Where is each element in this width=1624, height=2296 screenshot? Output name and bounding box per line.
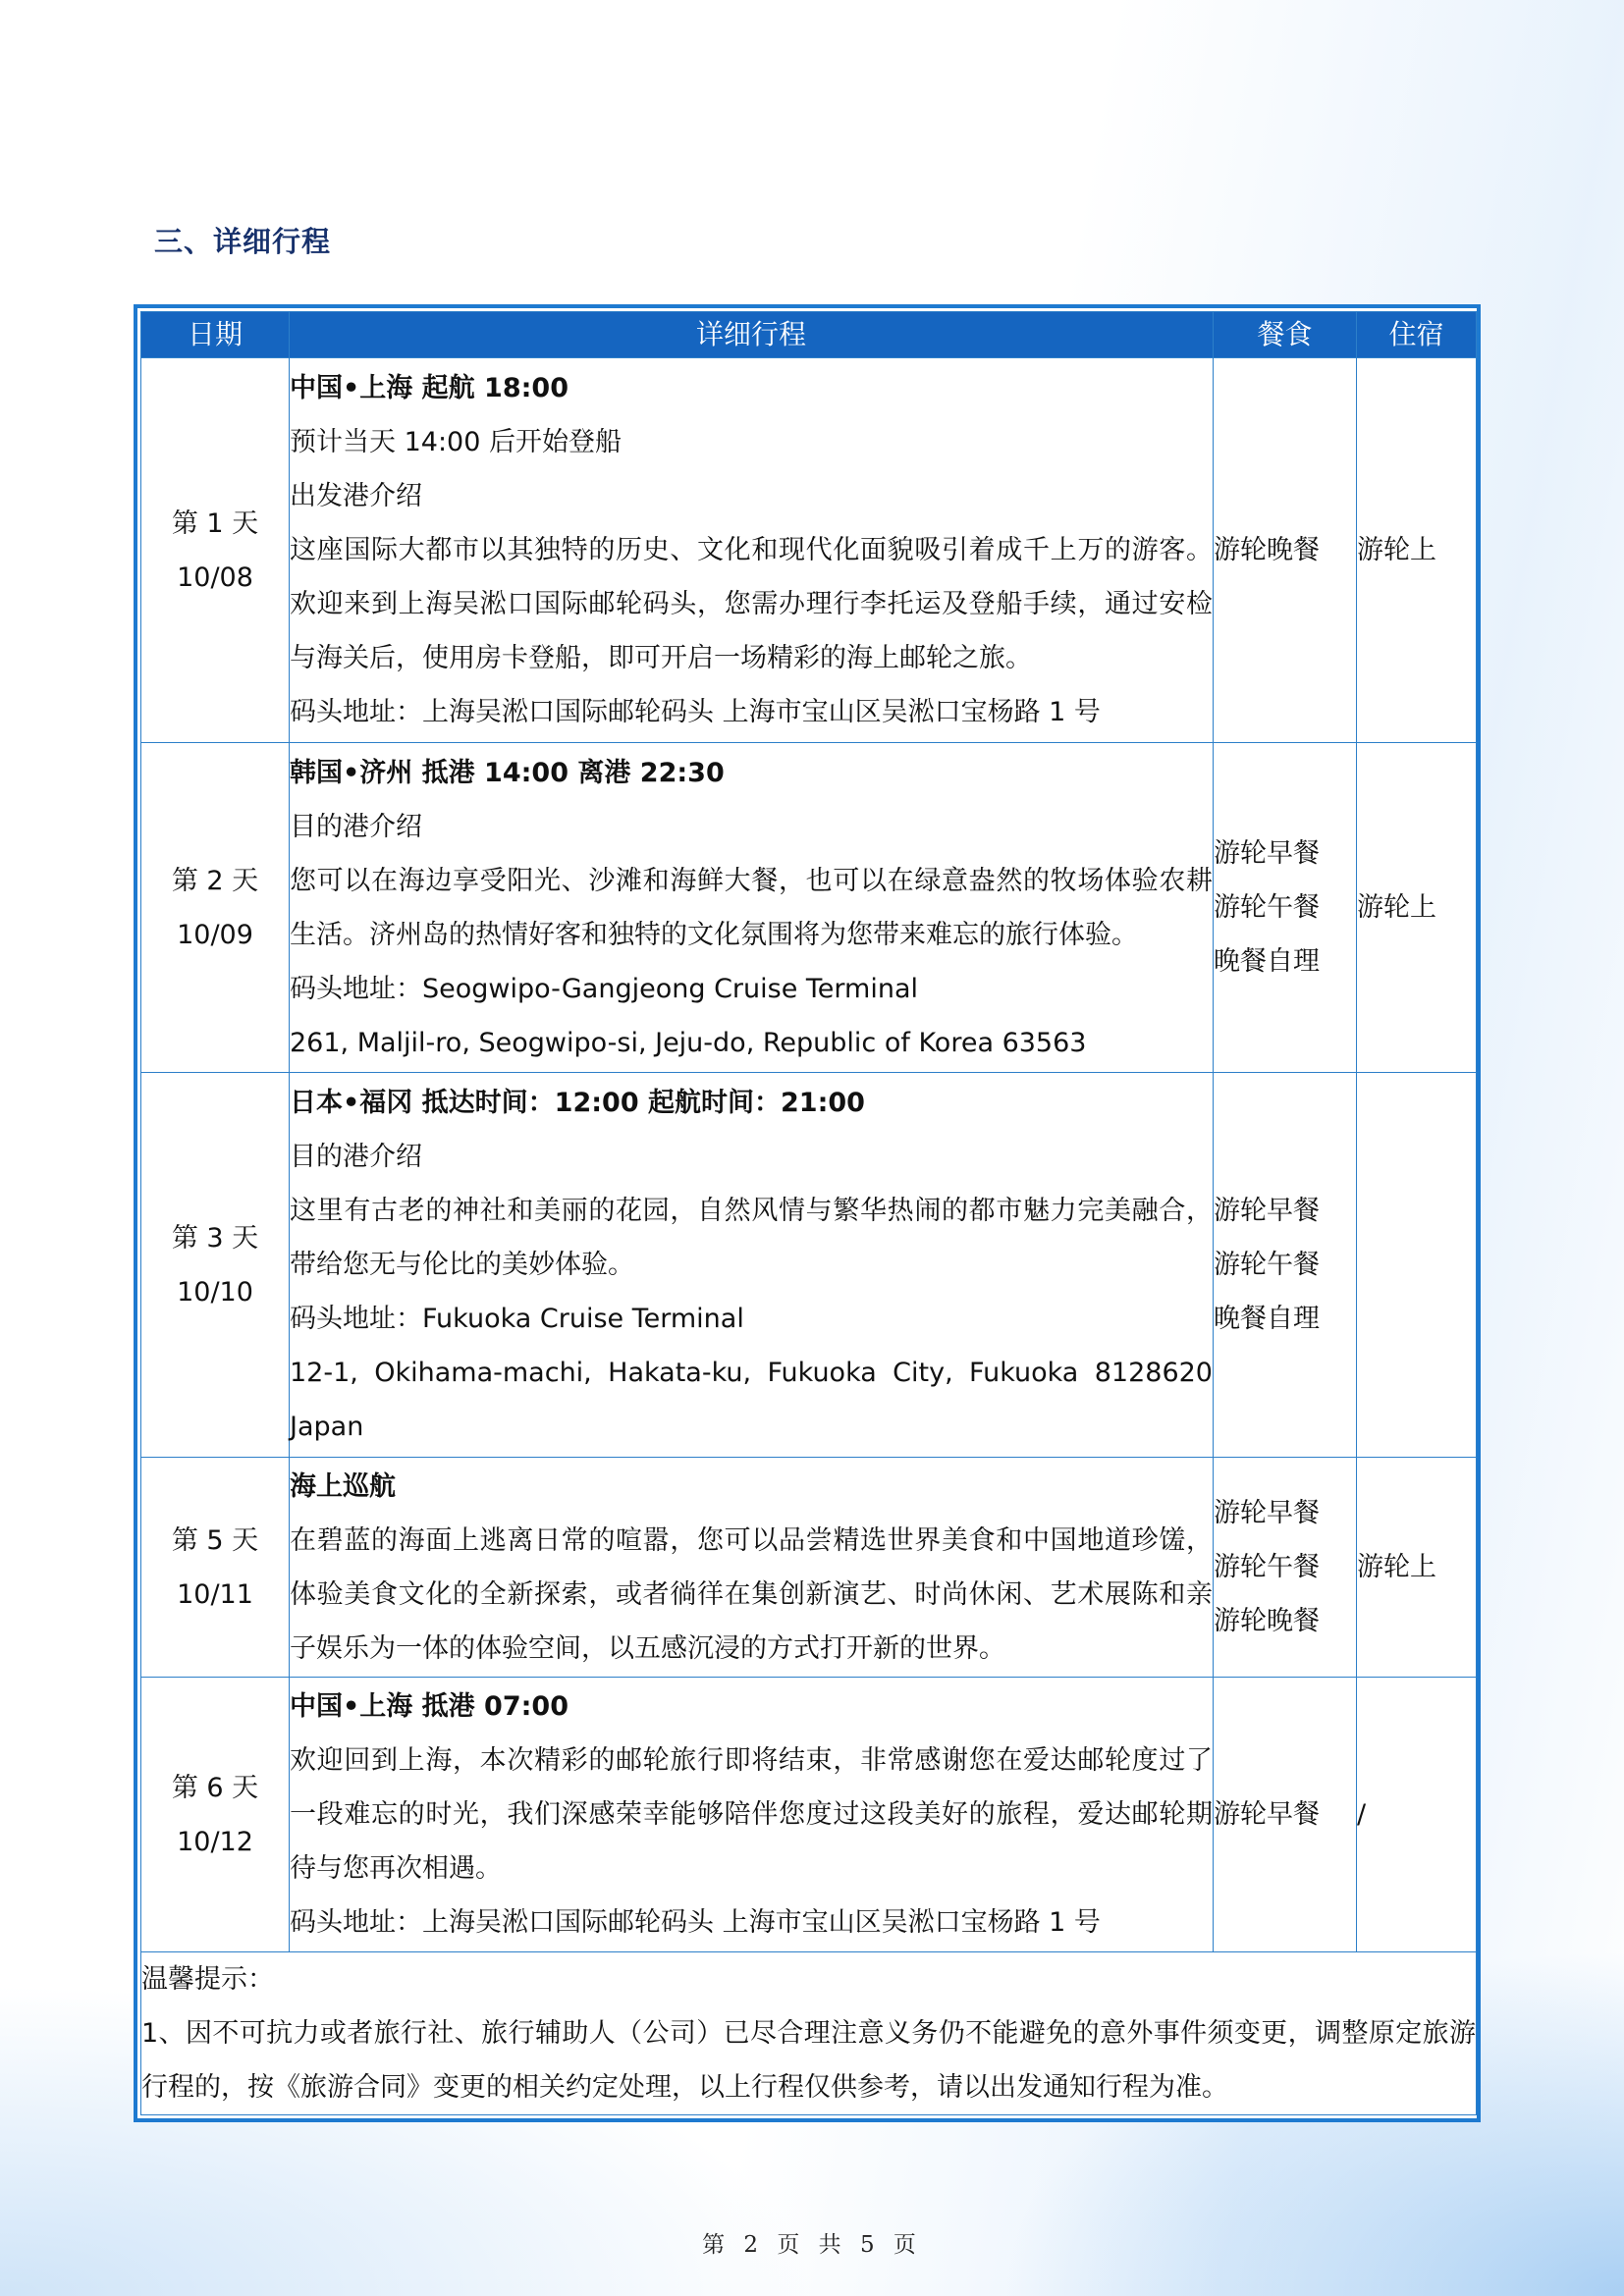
section-title: 三、详细行程 (154, 225, 332, 258)
stay-cell: 游轮上 (1357, 743, 1477, 1073)
meal-item: 游轮早餐 (1214, 1498, 1320, 1528)
detail-cell (290, 1678, 1214, 1952)
detail-paragraph: 这里有古老的神社和美丽的花园，自然风情与繁华热闹的都市魅力完美融合，带给您无与伦比的美妙体验。 (290, 1196, 1213, 1280)
detail-line: 出发港介绍 (290, 481, 422, 511)
detail-heading: 韩国•济州 抵港 14:00 离港 22:30 (290, 757, 725, 788)
notes-cell (141, 1952, 1477, 2115)
day-cell (141, 1073, 290, 1458)
detail-heading: 海上巡航 (290, 1470, 396, 1502)
notes-row (141, 1952, 1477, 2115)
day-cell (141, 1678, 290, 1952)
itinerary-table (140, 311, 1477, 2115)
notes-title: 温馨提示： (141, 1964, 274, 1995)
meal-item: 游轮晚餐 (1214, 1606, 1320, 1636)
table-row (141, 358, 1477, 743)
header-stay: 住宿 (1357, 312, 1477, 358)
day-cell (141, 1458, 290, 1678)
meal-item: 游轮晚餐 (1214, 535, 1320, 565)
table-row (141, 1678, 1477, 1952)
pier-address: 码头地址：Fukuoka Cruise Terminal (290, 1304, 744, 1334)
detail-cell (290, 743, 1214, 1073)
meal-item: 游轮午餐 (1214, 892, 1320, 923)
detail-line: 目的港介绍 (290, 1142, 422, 1172)
day-date: 10/11 (177, 1578, 253, 1610)
detail-line: 预计当天 14:00 后开始登船 (290, 427, 622, 457)
meal-item: 晚餐自理 (1214, 1304, 1320, 1334)
day-label: 第 3 天 (171, 1222, 259, 1254)
detail-paragraph: 在碧蓝的海面上逃离日常的喧嚣，您可以品尝精选世界美食和中国地道珍馐，体验美食文化的全新探索，或者徜徉在集创新演艺、时尚休闲、艺术展陈和亲子娱乐为一体的体验空间，以五感沉浸的方式打开新的世界。 (290, 1524, 1213, 1664)
meal-item: 游轮早餐 (1214, 1196, 1320, 1226)
header-date: 日期 (141, 312, 290, 358)
header-detail: 详细行程 (290, 312, 1214, 358)
meal-item: 游轮午餐 (1214, 1250, 1320, 1280)
pier-street-address: 12-1, Okihama-machi, Hakata-ku, Fukuoka City, Fukuoka 8128620 Japan (290, 1358, 1213, 1442)
table-header-row (141, 312, 1477, 358)
pier-address: 码头地址：上海吴淞口国际邮轮码头 上海市宝山区吴淞口宝杨路 1 号 (290, 697, 1101, 727)
day-date: 10/09 (177, 919, 253, 950)
meals-cell (1214, 743, 1357, 1073)
header-meals: 餐食 (1214, 312, 1357, 358)
pier-address: 码头地址：Seogwipo-Gangjeong Cruise Terminal (290, 973, 918, 1004)
detail-cell (290, 1073, 1214, 1458)
day-label: 第 6 天 (171, 1772, 259, 1803)
meal-item: 游轮早餐 (1214, 1799, 1320, 1830)
itinerary-table-frame (134, 304, 1481, 2122)
detail-heading: 日本•福冈 抵达时间：12:00 起航时间：21:00 (290, 1088, 865, 1118)
day-label: 第 2 天 (171, 865, 259, 896)
day-date: 10/10 (177, 1276, 253, 1308)
stay-cell: 游轮上 (1357, 1458, 1477, 1678)
detail-paragraph: 欢迎回到上海，本次精彩的邮轮旅行即将结束，非常感谢您在爱达邮轮度过了一段难忘的时光，我们深感荣幸能够陪伴您度过这段美好的旅程，爱达邮轮期待与您再次相遇。 (290, 1745, 1213, 1884)
day-label: 第 5 天 (171, 1524, 259, 1556)
meals-cell (1214, 1678, 1357, 1952)
day-label: 第 1 天 (171, 507, 259, 539)
detail-paragraph: 您可以在海边享受阳光、沙滩和海鲜大餐，也可以在绿意盎然的牧场体验农耕生活。济州岛的热情好客和独特的文化氛围将为您带来难忘的旅行体验。 (290, 865, 1213, 950)
detail-paragraph: 这座国际大都市以其独特的历史、文化和现代化面貌吸引着成千上万的游客。欢迎来到上海吴淞口国际邮轮码头，您需办理行李托运及登船手续，通过安检与海关后，使用房卡登船，即可开启一场精彩的海上邮轮之旅。 (290, 535, 1213, 673)
meals-cell (1214, 1458, 1357, 1678)
detail-cell (290, 1458, 1214, 1678)
day-cell (141, 358, 290, 743)
meals-cell (1214, 1073, 1357, 1458)
notes-text: 1、因不可抗力或者旅行社、旅行辅助人（公司）已尽合理注意义务仍不能避免的意外事件须变更，调整原定旅游行程的，按《旅游合同》变更的相关约定处理，以上行程仅供参考，请以出发通知行程为准。 (141, 2018, 1476, 2103)
detail-line: 目的港介绍 (290, 811, 422, 842)
stay-cell: 游轮上 (1357, 358, 1477, 743)
meal-item: 晚餐自理 (1214, 946, 1320, 977)
detail-heading: 中国•上海 抵港 07:00 (290, 1691, 569, 1722)
day-cell (141, 743, 290, 1073)
stay-cell (1357, 1073, 1477, 1458)
table-row (141, 1458, 1477, 1678)
detail-heading: 中国•上海 起航 18:00 (290, 373, 569, 403)
pier-address: 码头地址：上海吴淞口国际邮轮码头 上海市宝山区吴淞口宝杨路 1 号 (290, 1907, 1101, 1938)
table-row (141, 743, 1477, 1073)
day-date: 10/08 (177, 561, 253, 593)
meals-cell (1214, 358, 1357, 743)
day-date: 10/12 (177, 1826, 253, 1857)
meal-item: 游轮早餐 (1214, 838, 1320, 869)
meal-item: 游轮午餐 (1214, 1552, 1320, 1582)
pier-street-address: 261, Maljil-ro, Seogwipo-si, Jeju-do, Republic of Korea 63563 (290, 1027, 1087, 1058)
page-number-footer: 第 2 页 共 5 页 (702, 2232, 922, 2258)
table-row (141, 1073, 1477, 1458)
detail-cell (290, 358, 1214, 743)
stay-cell: / (1357, 1678, 1477, 1952)
